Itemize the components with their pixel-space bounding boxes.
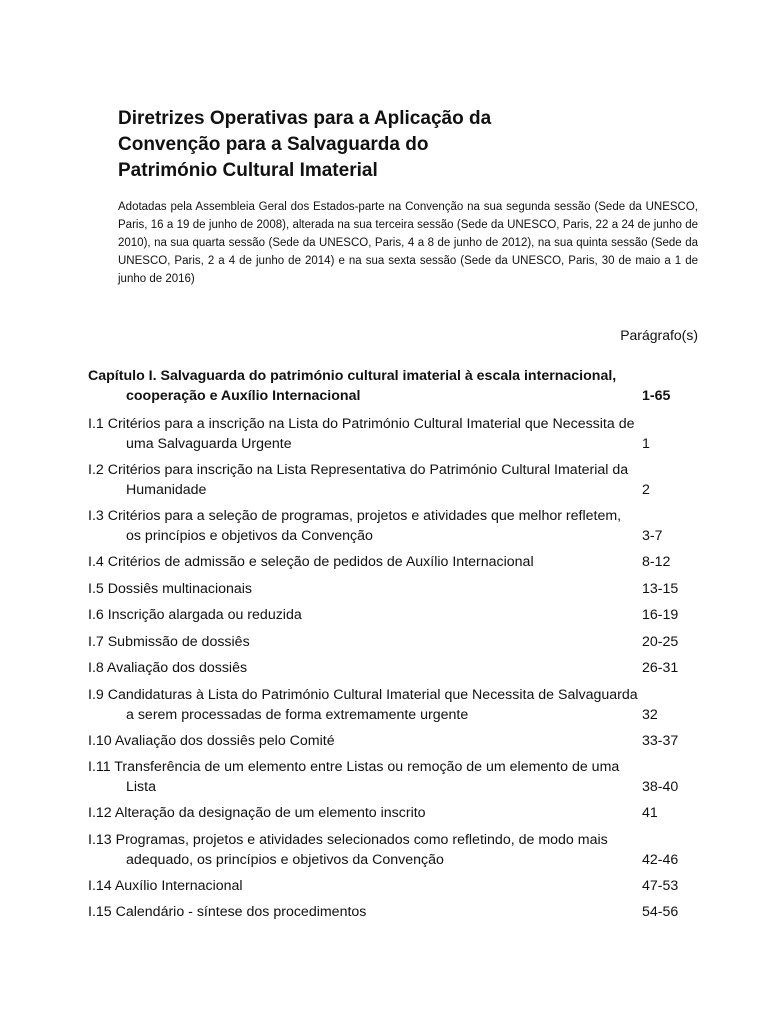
toc-entry-paragraphs: 54-56 xyxy=(642,904,679,920)
toc-entry-1-2[interactable] xyxy=(88,460,700,500)
toc-entry-paragraphs: 2 xyxy=(642,482,650,498)
toc-entry-1-7[interactable] xyxy=(88,632,700,652)
title-line: Convenção para a Salvaguarda do xyxy=(118,134,429,155)
toc-entry-1-15[interactable] xyxy=(88,902,700,922)
toc-entry-text: I.3 Critérios para a seleção de programas, projetos e atividades que melhor refletem, os princípios e objetivos da Convenção xyxy=(88,508,622,544)
paragraph-column-header: Parágrafo(s) xyxy=(620,327,698,343)
toc-entry-paragraphs: 8-12 xyxy=(642,554,671,570)
toc-entry-1-14[interactable] xyxy=(88,876,700,896)
toc-entry-paragraphs: 26-31 xyxy=(642,660,679,676)
toc-entry-1-5[interactable] xyxy=(88,579,700,599)
toc-entry-text: I.7 Submissão de dossiês xyxy=(88,633,250,650)
toc-entry-text: I.12 Alteração da designação de um elemento inscrito xyxy=(88,805,426,821)
toc-entry-1-4[interactable] xyxy=(88,552,700,572)
toc-entry-paragraphs: 20-25 xyxy=(642,633,679,650)
toc-entry-1-9[interactable] xyxy=(88,685,700,725)
toc-entry-1-8[interactable] xyxy=(88,658,700,678)
toc-entry-paragraphs: 1 xyxy=(642,436,650,452)
table-of-contents xyxy=(88,366,700,929)
toc-entry-paragraphs: 1-65 xyxy=(642,388,671,404)
toc-entry-1-6[interactable] xyxy=(88,605,700,625)
toc-entry-paragraphs: 32 xyxy=(642,706,658,723)
toc-entry-paragraphs: 38-40 xyxy=(642,779,679,795)
document-title xyxy=(118,106,678,184)
toc-entry-paragraphs: 47-53 xyxy=(642,877,679,894)
toc-entry-paragraphs: 41 xyxy=(642,805,658,821)
toc-entry-1-11[interactable] xyxy=(88,757,700,797)
toc-entry-1-12[interactable] xyxy=(88,803,700,823)
toc-entry-1-1[interactable] xyxy=(88,414,700,454)
toc-entry-1-3[interactable] xyxy=(88,506,700,546)
toc-entry-paragraphs: 33-37 xyxy=(642,732,679,749)
toc-entry-text: I.4 Critérios de admissão e seleção de pedidos de Auxílio Internacional xyxy=(88,554,534,570)
toc-entry-text: I.13 Programas, projetos e atividades selecionados como refletindo, de modo mais adequado, os princípios e objetivos da Convenção xyxy=(88,831,608,868)
toc-entry-text: I.10 Avaliação dos dossiês pelo Comité xyxy=(88,732,335,749)
toc-entry-paragraphs: 13-15 xyxy=(642,580,679,597)
toc-entry-text: Capítulo I. Salvaguarda do património cultural imaterial à escala internacional, cooperação e Auxílio Internacional xyxy=(88,368,617,404)
title-line: Património Cultural Imaterial xyxy=(118,160,378,181)
toc-entry-text: I.8 Avaliação dos dossiês xyxy=(88,660,248,676)
toc-entry-text: I.14 Auxílio Internacional xyxy=(88,877,243,894)
toc-entry-1-10[interactable] xyxy=(88,731,700,751)
toc-entry-paragraphs: 3-7 xyxy=(642,528,663,544)
toc-entry-paragraphs: 42-46 xyxy=(642,851,679,868)
title-line: Diretrizes Operativas para a Aplicação da xyxy=(118,108,492,129)
toc-entry-paragraphs: 16-19 xyxy=(642,607,679,623)
toc-entry-text: I.2 Critérios para inscrição na Lista Representativa do Património Cultural Imaterial da Humanidade xyxy=(88,462,629,498)
toc-entry-text: I.9 Candidaturas à Lista do Património Cultural Imaterial que Necessita de Salvaguarda a serem processadas de forma extremamente urgente xyxy=(88,686,638,723)
toc-entry-text: I.15 Calendário - síntese dos procedimentos xyxy=(88,904,367,920)
toc-entry-chapter-1[interactable] xyxy=(88,366,700,406)
adoption-note: Adotadas pela Assembleia Geral dos Estados-parte na Convenção na sua segunda sessão (Sede da UNESCO, Paris, 16 a 19 de junho de 2008), alterada na sua terceira sessão (Sede da UNESCO, Paris, 22 a 24 de junho de 2010), na sua quarta sessão (Sede da UNESCO, Paris, 4 a 8 de junho de 2012), na sua quinta sessão (Sede da UNESCO, Paris, 2 a 4 de junho de 2014) e na sua sexta sessão (Sede da UNESCO, Paris, 30 de maio a 1 de junho de 2016) xyxy=(118,201,698,285)
toc-entry-text: I.1 Critérios para a inscrição na Lista do Património Cultural Imaterial que Necessita de uma Salvaguarda Urgente xyxy=(88,416,635,452)
toc-entry-text: I.5 Dossiês multinacionais xyxy=(88,580,253,597)
toc-entry-text: I.6 Inscrição alargada ou reduzida xyxy=(88,607,302,623)
toc-entry-text: I.11 Transferência de um elemento entre Listas ou remoção de um elemento de uma Lista xyxy=(88,759,620,795)
toc-entry-1-13[interactable] xyxy=(88,830,700,870)
